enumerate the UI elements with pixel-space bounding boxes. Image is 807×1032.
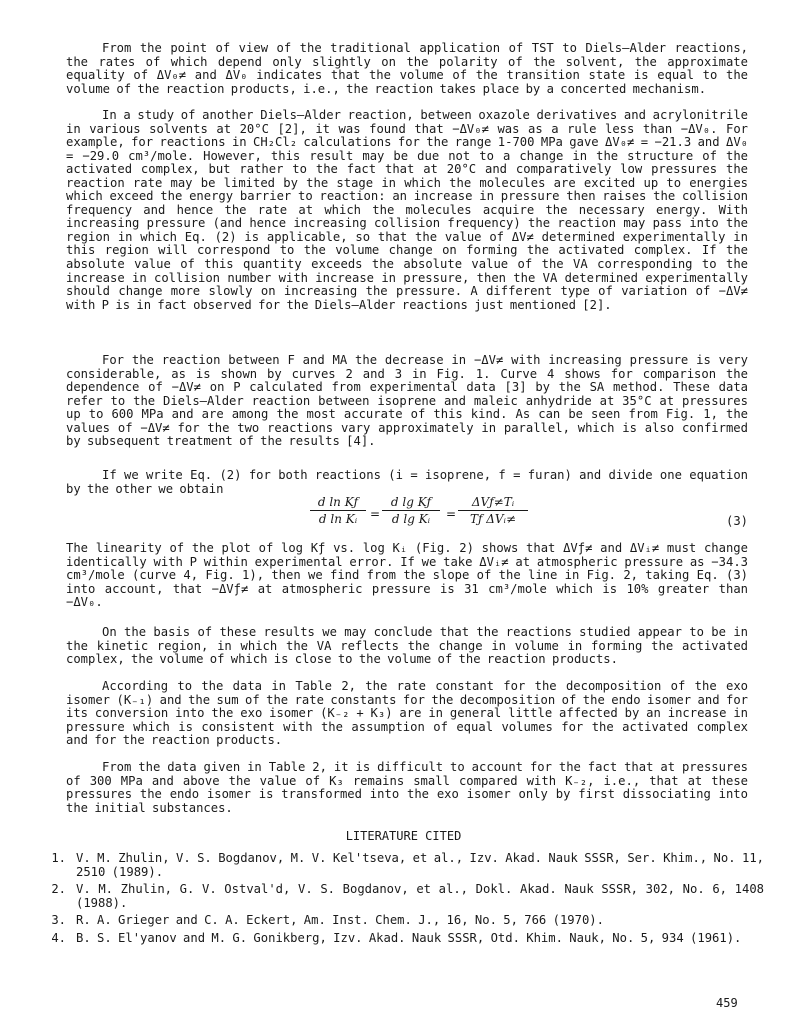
reference-text: V. M. Zhulin, V. S. Bogdanov, M. V. Kel'tseva, et al., Izv. Akad. Nauk SSSR, Ser. Khim., No. 11, 2510 (1989). <box>76 851 764 879</box>
paragraph-oxazole-study <box>66 109 748 312</box>
equation-3 <box>310 495 540 535</box>
reference-item <box>44 883 764 910</box>
reference-number: 3. <box>51 913 66 928</box>
paragraph-text: If we write Eq. (2) for both reactions (i = isoprene, f = furan) and divide one equation by the other we obtain <box>66 468 748 496</box>
page-number: 459 <box>716 996 738 1010</box>
fraction-denominator: d lg Kᵢ <box>391 512 431 526</box>
reference-item <box>44 932 764 946</box>
paragraph-tst-interpretation <box>66 42 748 96</box>
reference-item <box>44 852 764 879</box>
equals-sign: = <box>446 507 457 521</box>
paragraph-text: In a study of another Diels—Alder reaction, between oxazole derivatives and acrylonitrile in various solvents at 20°C [2], it was found that −ΔV₀≠ was as a rule less than −ΔV₀. For example, for reactions in CH₂Cl₂ calculations for the range 1-700 MPa gave ΔV₀≠ = −21.3 and ΔV₀ = −29.0 cm³/mole. However, this result may be due not to a change in the structure of the activated complex, but rather to the fact that at 20°C and comparatively low pressures the reaction rate may be limited by the stage in which the molecules are excited up to energies which exceed the energy barrier to reaction: an increase in pressure then raises the collision frequency and hence the rate at which the molecules acquire the necessary energy. With increasing pressure (and hence increasing collision frequency) the reaction may pass into the region in which Eq. (2) is applicable, so that the value of ΔV≠ determined experimentally in this region will correspond to the volume change on forming the activated complex. If the absolute value of this quantity exceeds the absolute value of the VA corresponding to the increase in collision number with increase in pressure, then the VA determined experimentally should change more slowly on increasing the pressure. A different type of variation of −ΔV≠ with P is in fact observed for the Diels—Alder reactions just mentioned [2]. <box>66 108 748 312</box>
equation-number: (3) <box>726 514 749 528</box>
paragraph-text: From the data given in Table 2, it is difficult to account for the fact that at pressures of 300 MPa and above the value of K₃ remains small compared with K₋₂, i.e., that at these pressures the endo isomer is transformed into the exo isomer only by first dissociating into the initial substances. <box>66 760 748 815</box>
paragraph-endo-exo <box>66 761 748 815</box>
paragraph-conclusion <box>66 626 748 667</box>
equation-fraction-volume <box>458 495 528 526</box>
fraction-denominator: d ln Kᵢ <box>318 512 358 526</box>
reference-number: 2. <box>51 882 66 897</box>
reference-text: B. S. El'yanov and M. G. Gonikberg, Izv. Akad. Nauk SSSR, Otd. Khim. Nauk, No. 5, 934 (1961). <box>76 930 742 945</box>
fraction-numerator: ΔVƒ≠Tᵢ <box>458 495 528 511</box>
reference-number: 1. <box>51 851 66 865</box>
fraction-numerator: d lg Kƒ <box>382 495 440 511</box>
equation-fraction-ln <box>310 495 366 526</box>
paragraph-equation-intro <box>66 469 748 496</box>
reference-item <box>44 914 764 928</box>
paragraph-text: The linearity of the plot of log Kƒ vs. log Kᵢ (Fig. 2) shows that ΔVƒ≠ and ΔVᵢ≠ must change identically with P within experimental error. If we take ΔVᵢ≠ at atmospheric pressure as −34.3 cm³/mole (curve 4, Fig. 1), then we find from the slope of the line in Fig. 2, taking Eq. (3) into account, that −ΔVƒ≠ at atmospheric pressure is 31 cm³/mole which is 10% greater than −ΔV₀. <box>66 541 748 610</box>
paragraph-text: From the point of view of the traditional application of TST to Diels—Alder reactions, the rates of which depend only slightly on the polarity of the solvent, the approximate equality of ΔV₀≠ and ΔV₀ indicates that the volume of the transition state is equal to the volume of the reaction products, i.e., the reaction takes place by a concerted mechanism. <box>66 41 748 96</box>
equals-sign: = <box>370 507 381 521</box>
paragraph-text: On the basis of these results we may conclude that the reactions studied appear to be in the kinetic region, in which the VA reflects the change in volume in forming the activated complex, the volume of which is close to the volume of the reaction products. <box>66 625 748 667</box>
paragraph-linearity <box>66 542 748 610</box>
paragraph-table2-rates <box>66 680 748 748</box>
fraction-denominator: Tƒ ΔVᵢ≠ <box>469 512 517 526</box>
reference-text: R. A. Grieger and C. A. Eckert, Am. Inst. Chem. J., 16, No. 5, 766 (1970). <box>76 913 604 928</box>
paragraph-text: For the reaction between F and MA the decrease in −ΔV≠ with increasing pressure is very considerable, as is shown by curves 2 and 3 in Fig. 1. Curve 4 shows for comparison the dependence of −ΔV≠ on P calculated from experimental data [3] by the SA method. These data refer to the Diels—Alder reaction between isoprene and maleic anhydride at 35°C at pressures up to 600 MPa and are among the most accurate of this kind. As can be seen from Fig. 1, the values of −ΔV≠ for the two reactions vary approximately in parallel, which is also confirmed by subsequent treatment of the results [4]. <box>66 353 748 449</box>
equation-fraction-lg <box>382 495 440 526</box>
paragraph-f-ma-reaction <box>66 354 748 449</box>
literature-cited-heading: LITERATURE CITED <box>345 829 462 843</box>
paragraph-text: According to the data in Table 2, the rate constant for the decomposition of the exo isomer (K₋₁) and the sum of the rate constants for the decomposition of the endo isomer and for its conversion into the exo isomer (K₋₂ + K₃) are in general little affected by an increase in pressure which is consistent with the assumption of equal volumes for the activated complex and for the reaction products. <box>66 679 748 748</box>
reference-number: 4. <box>51 930 66 945</box>
fraction-numerator: d ln Kƒ <box>310 495 366 511</box>
reference-list <box>44 852 764 949</box>
reference-text: V. M. Zhulin, G. V. Ostval'd, V. S. Bogdanov, et al., Dokl. Akad. Nauk SSSR, 302, No. 6, 1408 (1988). <box>76 882 764 910</box>
